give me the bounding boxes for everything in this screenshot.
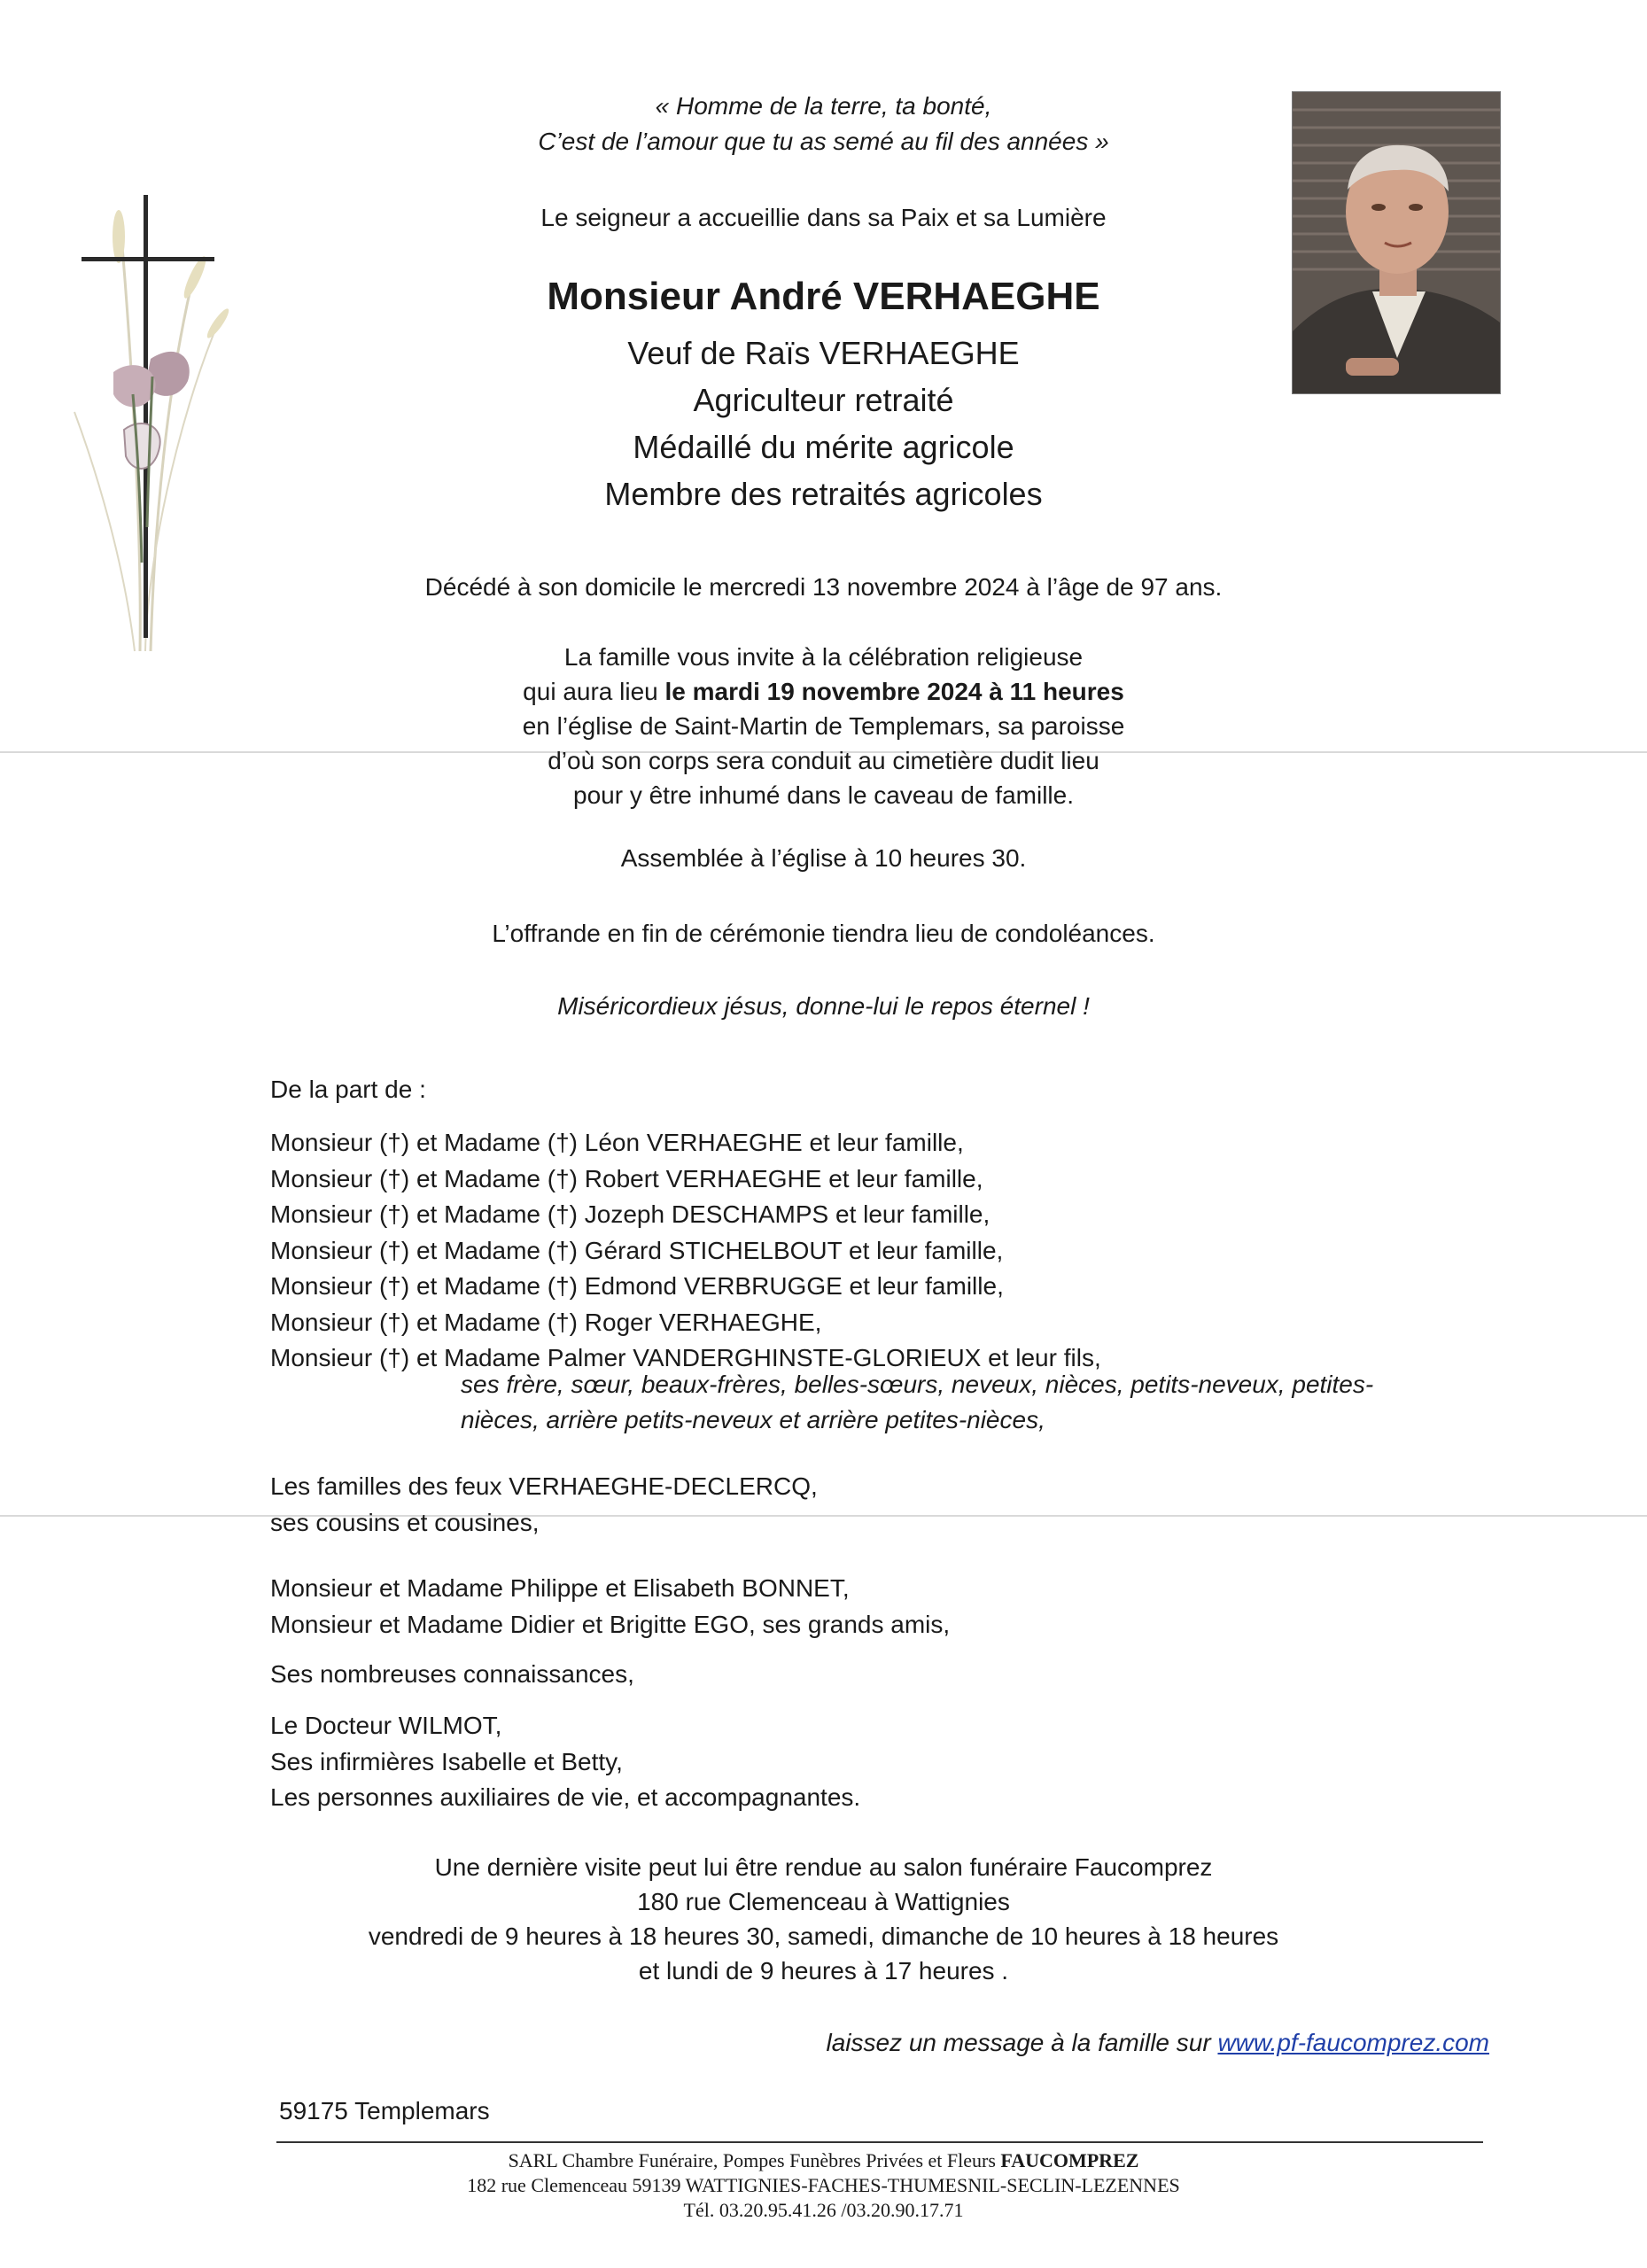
care-entry: Ses infirmières Isabelle et Betty, [270,1747,623,1775]
footer-address: 182 rue Clemenceau 59139 WATTIGNIES-FACHES-THUMESNIL-SECLIN-LEZENNES [467,2174,1180,2196]
title-line: Veuf de Raïs VERHAEGHE [627,335,1020,371]
footer-brand: FAUCOMPREZ [1000,2149,1139,2171]
note-line: ses frère, sœur, beaux-frères, belles-sœurs, neveux, nièces, petits-neveux, petites- [461,1371,1374,1398]
welcome-text: Le seigneur a accueillie dans sa Paix et sa Lumière [540,204,1107,231]
ceremony-line: La famille vous invite à la célébration religieuse [563,643,1084,671]
care-entry: Le Docteur WILMOT, [270,1712,502,1739]
website-link[interactable]: www.pf-faucomprez.com [1217,2029,1489,2056]
family-list [270,1125,1101,1377]
title-line: Membre des retraités agricoles [604,476,1043,512]
acquaintances: Ses nombreuses connaissances, [270,1660,634,1688]
ceremony-date-line [0,674,1647,709]
family-group: ses cousins et cousines, [270,1508,540,1536]
visit-info [0,1850,1647,1988]
note-line: nièces, arrière petits-neveux et arrière petites-nièces, [461,1406,1045,1433]
offering-note: L’offrande en fin de cérémonie tiendra lieu de condoléances. [492,920,1155,947]
ceremony-line: en l’église de Saint-Martin de Templemars, sa paroisse [522,712,1125,740]
death-notice: Décédé à son domicile le mercredi 13 novembre 2024 à l’âge de 97 ans. [424,573,1223,601]
funeral-home-footer [0,2148,1647,2223]
family-member: Monsieur (†) et Madame (†) Jozeph DESCHAMPS et leur famille, [270,1200,991,1228]
ceremony-line: d’où son corps sera conduit au cimetière dudit lieu [548,747,1099,774]
extended-family-note [461,1367,1373,1438]
visit-line: et lundi de 9 heures à 17 heures . [638,1957,1009,1984]
family-member: Monsieur (†) et Madame (†) Robert VERHAEGHE et leur famille, [270,1164,983,1192]
assembly-time: Assemblée à l’église à 10 heures 30. [620,844,1027,872]
friend-entry: Monsieur et Madame Philippe et Elisabeth BONNET, [270,1574,850,1602]
title-line: Agriculteur retraité [693,382,954,418]
quote-line: « Homme de la terre, ta bonté, [655,92,992,120]
ceremony-date: le mardi 19 novembre 2024 à 11 heures [664,678,1124,705]
condolence-message [826,2029,1489,2057]
footer-phone: Tél. 03.20.95.41.26 /03.20.90.17.71 [683,2199,964,2221]
footer-company: SARL Chambre Funéraire, Pompes Funèbres Privées et Fleurs [508,2149,1001,2171]
visit-line: 180 rue Clemenceau à Wattignies [637,1888,1010,1915]
ceremony-prefix: qui aura lieu [523,678,665,705]
family-member: Monsieur (†) et Madame (†) Gérard STICHELBOUT et leur famille, [270,1236,1004,1264]
deceased-titles [0,330,1647,517]
opening-quote [0,89,1647,159]
title-line: Médaillé du mérite agricole [633,429,1014,465]
message-prefix: laissez un message à la famille sur [826,2029,1218,2056]
visit-line: Une dernière visite peut lui être rendue au salon funéraire Faucomprez [434,1853,1213,1881]
ceremony-info [0,640,1647,812]
quote-line: C’est de l’amour que tu as semé au fil des années » [538,128,1109,155]
care-list [270,1708,860,1816]
footer-divider [276,2141,1483,2143]
family-member: Monsieur (†) et Madame (†) Roger VERHAEGHE, [270,1308,822,1336]
family-member: Monsieur (†) et Madame (†) Edmond VERBRUGGE et leur famille, [270,1272,1004,1300]
families-list [270,1469,818,1541]
scan-fold-line [0,1515,1647,1517]
friends-list [270,1571,950,1643]
footer-company-line [0,2148,1647,2173]
from-label: De la part de : [270,1076,426,1103]
friend-entry: Monsieur et Madame Didier et Brigitte EGO, ses grands amis, [270,1610,951,1638]
care-entry: Les personnes auxiliaires de vie, et accompagnantes. [270,1783,861,1811]
family-group: Les familles des feux VERHAEGHE-DECLERCQ, [270,1472,818,1500]
closing-prayer: Miséricordieux jésus, donne-lui le repos éternel ! [557,992,1090,1020]
ceremony-line: pour y être inhumé dans le caveau de famille. [573,781,1074,809]
family-member: Monsieur (†) et Madame Palmer VANDERGHINSTE-GLORIEUX et leur fils, [270,1344,1101,1371]
family-member: Monsieur (†) et Madame (†) Léon VERHAEGHE et leur famille, [270,1129,964,1156]
deceased-name: Monsieur André VERHAEGHE [547,275,1100,318]
visit-line: vendredi de 9 heures à 18 heures 30, samedi, dimanche de 10 heures à 18 heures [368,1922,1279,1950]
postal-location: 59175 Templemars [279,2097,490,2124]
